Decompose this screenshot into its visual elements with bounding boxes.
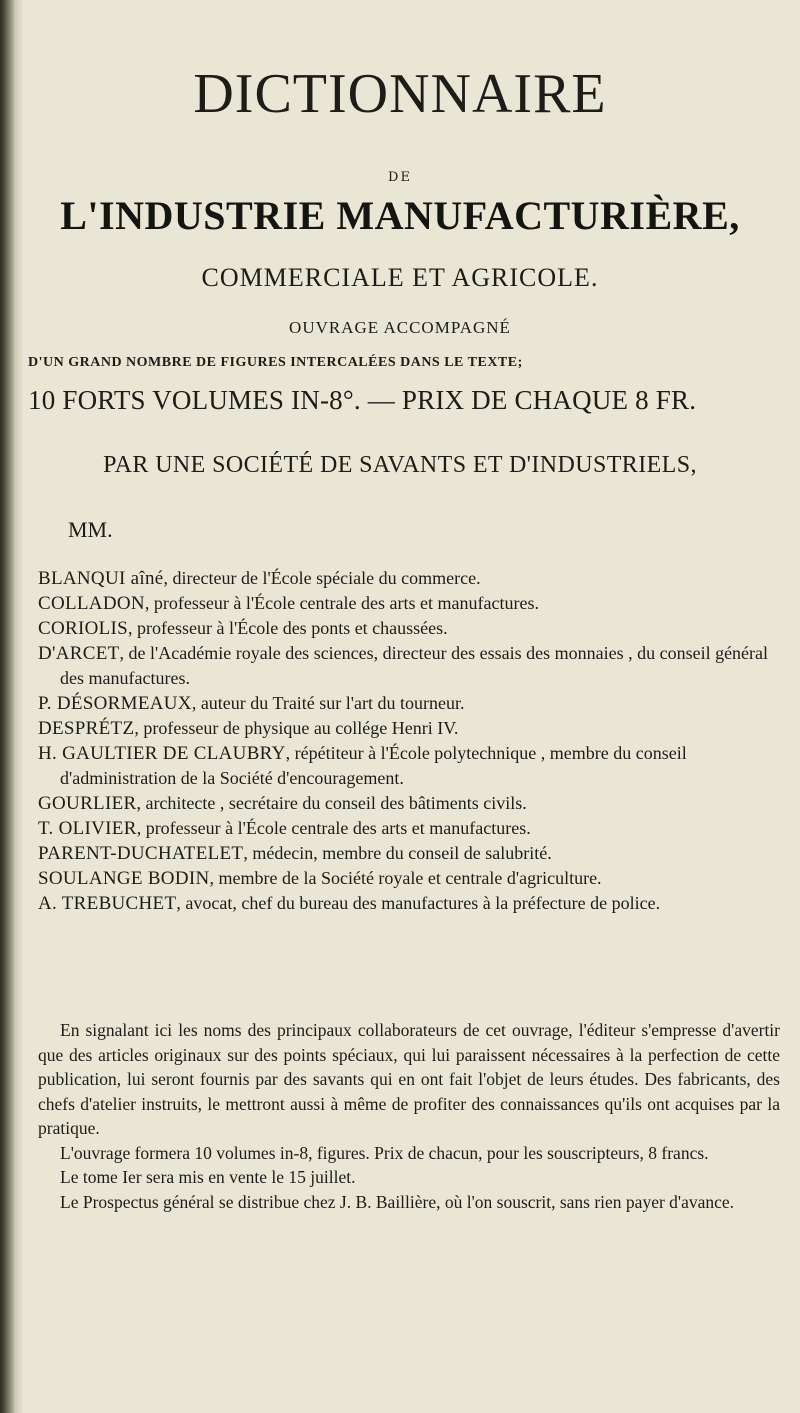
contributor-desc: , médecin, membre du conseil de salubrité. xyxy=(243,843,552,863)
contributor-item xyxy=(38,866,783,891)
contributor-item xyxy=(38,566,783,591)
contributor-name: T. OLIVIER xyxy=(38,818,137,839)
notice-paragraph: L'ouvrage formera 10 volumes in-8, figures. Prix de chacun, pour les souscripteurs, 8 francs. xyxy=(60,1142,709,1163)
contributor-item xyxy=(38,591,783,616)
figures-line: D'UN GRAND NOMBRE DE FIGURES INTERCALÉES DANS LE TEXTE; xyxy=(28,355,523,370)
contributor-desc: , de l'Académie royale des sciences, directeur des essais des monnaies , du conseil général des manufactures. xyxy=(60,643,769,688)
volumes-price-line: 10 FORTS VOLUMES IN-8°. — PRIX DE CHAQUE 8 FR. xyxy=(28,385,697,415)
contributor-item xyxy=(38,791,783,816)
contributor-desc: , répétiteur à l'École polytechnique , membre du conseil d'administration de la Société d'encouragement. xyxy=(60,743,687,788)
contributor-desc: , auteur du Traité sur l'art du tourneur. xyxy=(191,693,465,713)
contributor-item xyxy=(38,616,783,641)
contributor-name: P. DÉSORMEAUX xyxy=(38,693,192,714)
ouvrage-line: OUVRAGE ACCOMPAGNÉ xyxy=(289,318,511,337)
contributor-desc: , professeur à l'École centrale des arts et manufactures. xyxy=(144,593,539,613)
contributor-name: PARENT-DUCHATELET xyxy=(38,843,244,864)
contributor-name: CORIOLIS xyxy=(38,618,129,639)
contributor-item xyxy=(38,891,783,916)
publisher-notice xyxy=(38,1018,780,1214)
contributor-item xyxy=(38,716,783,741)
notice-paragraph: Le Prospectus général se distribue chez J. B. Baillière, où l'on souscrit, sans rien payer d'avance. xyxy=(60,1191,735,1212)
contributor-desc: , professeur à l'École des ponts et chaussées. xyxy=(128,618,448,638)
contributor-item xyxy=(38,841,783,866)
contributor-item xyxy=(38,741,783,791)
document-title: DICTIONNAIRE xyxy=(193,63,607,125)
contributors-list xyxy=(38,566,783,916)
contributor-desc: , membre de la Société royale et centrale d'agriculture. xyxy=(209,868,602,888)
title-connector: DE xyxy=(388,170,412,185)
contributor-name: GOURLIER xyxy=(38,793,137,814)
contributor-name: COLLADON xyxy=(38,593,145,614)
contributor-name: SOULANGE BODIN xyxy=(38,868,210,889)
contributor-name: A. TREBUCHET xyxy=(38,893,177,914)
contributor-desc: , directeur de l'École spéciale du commerce. xyxy=(163,568,481,588)
document-subtitle-2: COMMERCIALE ET AGRICOLE. xyxy=(201,263,599,292)
contributor-desc: , architecte , secrétaire du conseil des bâtiments civils. xyxy=(136,793,527,813)
contributor-item xyxy=(38,691,783,716)
notice-paragraph: Le tome Ier sera mis en vente le 15 juillet. xyxy=(60,1167,356,1187)
contributor-item xyxy=(38,816,783,841)
contributor-name: D'ARCET xyxy=(38,643,120,664)
notice-paragraph: En signalant ici les noms des principaux collaborateurs de cet ouvrage, l'éditeur s'empresse d'avertir que des articles originaux sur des points spéciaux, qui lui paraissent nécessaires à la perfection de cette publication, lui seront fournis par des savants qui en ont fait l'objet de leurs études. Des fabricants, des chefs d'atelier instruits, le mettront aussi à même de profiter des connaissances qu'ils ont acquises par la pratique. xyxy=(38,1020,780,1138)
messieurs-label: MM. xyxy=(68,517,113,542)
contributor-desc: , professeur à l'École centrale des arts et manufactures. xyxy=(136,818,531,838)
contributor-desc: , avocat, chef du bureau des manufactures à la préfecture de police. xyxy=(176,893,661,913)
authors-heading: PAR UNE SOCIÉTÉ DE SAVANTS ET D'INDUSTRIELS, xyxy=(103,452,697,478)
document-subtitle: L'INDUSTRIE MANUFACTURIÈRE, xyxy=(60,193,740,238)
contributor-name: BLANQUI aîné xyxy=(38,568,164,589)
contributor-name: DESPRÉTZ xyxy=(38,718,135,739)
contributor-item xyxy=(38,641,783,691)
contributor-desc: , professeur de physique au collége Henri IV. xyxy=(134,718,459,738)
contributor-name: H. GAULTIER DE CLAUBRY xyxy=(38,743,286,764)
